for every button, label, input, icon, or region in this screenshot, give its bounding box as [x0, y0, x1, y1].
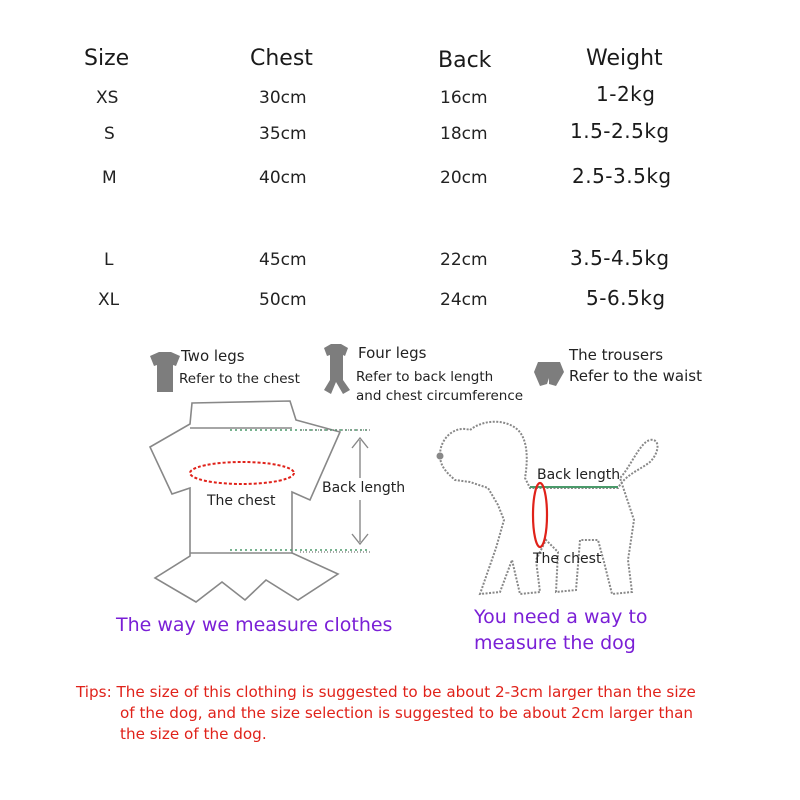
four-legs-title: Four legs	[358, 344, 427, 362]
row-xl-back: 24cm	[440, 290, 488, 310]
header-back: Back	[438, 48, 492, 73]
header-weight: Weight	[586, 46, 663, 71]
row-l-back: 22cm	[440, 250, 488, 270]
dog-nose	[437, 453, 444, 460]
row-l-size: L	[104, 250, 114, 270]
two-legs-subtitle: Refer to the chest	[179, 371, 300, 387]
row-m-weight: 2.5-3.5kg	[572, 164, 672, 188]
row-s-chest: 35cm	[259, 124, 307, 144]
two-legs-shirt-icon	[150, 352, 180, 392]
header-chest: Chest	[250, 46, 313, 71]
clothes-caption: The way we measure clothes	[116, 614, 393, 636]
row-xs-size: XS	[96, 88, 119, 108]
row-xl-chest: 50cm	[259, 290, 307, 310]
row-m-back: 20cm	[440, 168, 488, 188]
two-legs-title: Two legs	[181, 347, 245, 365]
clothes-chest-label: The chest	[207, 493, 276, 509]
trousers-subtitle: Refer to the waist	[569, 367, 702, 385]
row-m-size: M	[102, 168, 117, 188]
dog-caption-line1: You need a way to	[474, 606, 648, 628]
row-xs-weight: 1-2kg	[596, 82, 656, 106]
row-xl-size: XL	[98, 290, 120, 310]
tips-line1: Tips: The size of this clothing is suggested to be about 2-3cm larger than the size	[76, 683, 696, 701]
trousers-icon	[534, 362, 564, 386]
header-size: Size	[84, 46, 130, 71]
row-s-size: S	[104, 124, 115, 144]
row-s-weight: 1.5-2.5kg	[570, 119, 670, 143]
dog-chest-line	[533, 483, 547, 547]
trousers-title: The trousers	[569, 346, 664, 364]
row-xs-back: 16cm	[440, 88, 488, 108]
clothes-back-label: Back length	[322, 480, 406, 496]
dog-chest-label: The chest	[533, 551, 602, 567]
four-legs-line1: Refer to back length	[356, 369, 494, 385]
tips-note	[76, 682, 696, 745]
row-xs-chest: 30cm	[259, 88, 307, 108]
dog-caption-line2: measure the dog	[474, 632, 636, 654]
row-m-chest: 40cm	[259, 168, 307, 188]
four-legs-suit-icon	[324, 344, 350, 394]
tips-line2: of the dog, and the size selection is suggested to be about 2cm larger than	[120, 704, 694, 722]
dog-back-label: Back length	[537, 467, 621, 483]
row-l-chest: 45cm	[259, 250, 307, 270]
row-l-weight: 3.5-4.5kg	[570, 246, 670, 270]
clothes-chest-line	[190, 462, 294, 484]
row-xl-weight: 5-6.5kg	[586, 286, 666, 310]
row-s-back: 18cm	[440, 124, 488, 144]
dog-outline	[440, 422, 658, 594]
tips-line3: the size of the dog.	[120, 725, 267, 743]
four-legs-line2: and chest circumference	[356, 388, 524, 404]
